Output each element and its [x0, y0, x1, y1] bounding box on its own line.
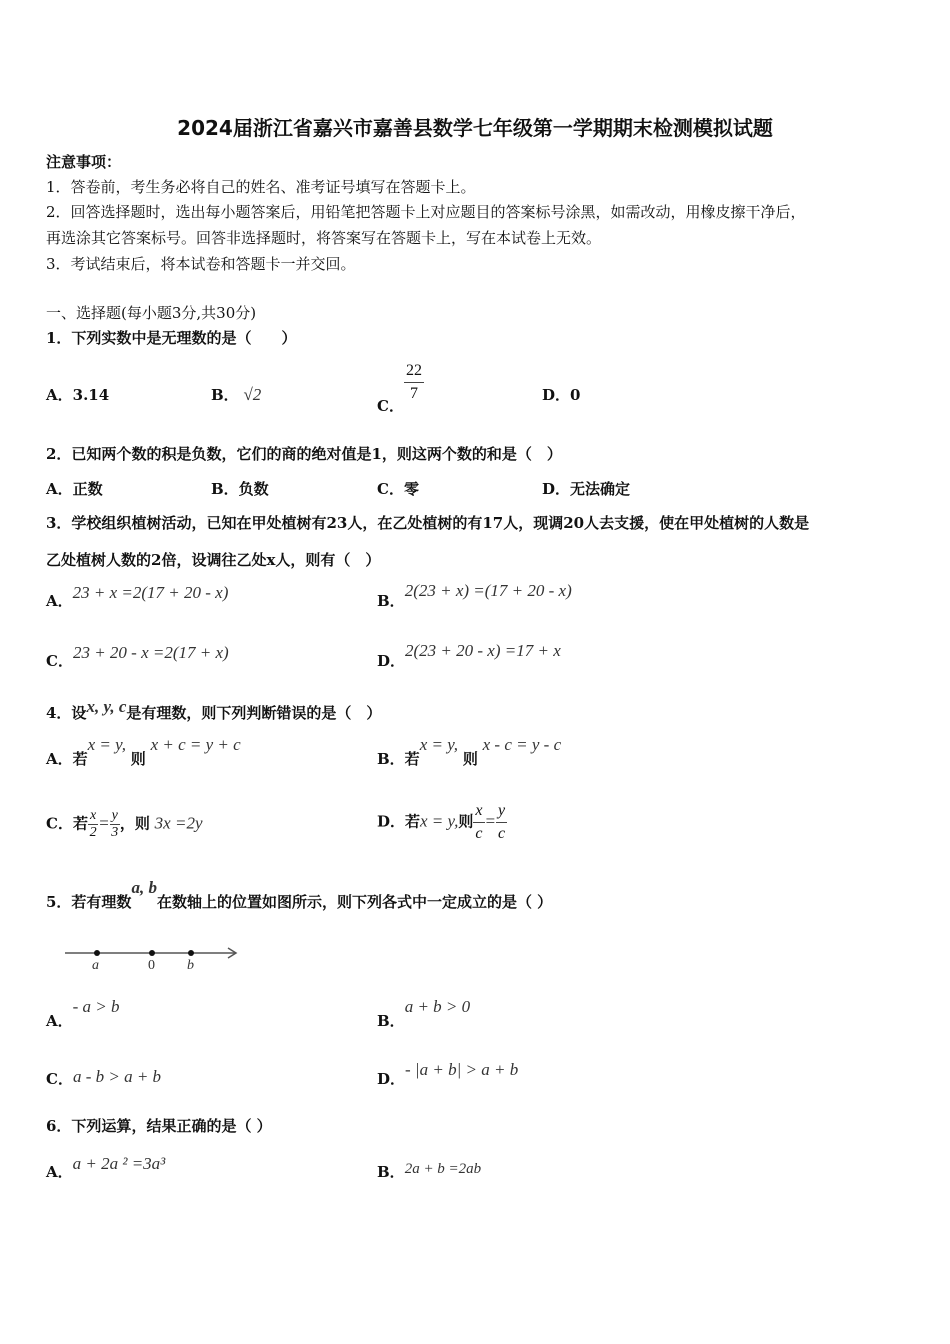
note-item: 1．答卷前，考生务必将自己的姓名、准考证号填写在答题卡上。	[46, 178, 476, 196]
option-value: 2(23 + x) =(17 + 20 - x)	[404, 581, 572, 600]
q3-option-c[interactable]	[46, 643, 229, 671]
option-value: 2(23 + 20 - x) =17 + x	[405, 641, 561, 660]
question-3-stem: 3．学校组织植树活动，已知在甲处植树有23人，在乙处植树的有17人，现调20人去支援，使在甲处植树的人数是	[46, 514, 810, 532]
q3-option-d[interactable]	[377, 641, 561, 671]
point-zero	[149, 950, 155, 956]
note-item: 3．考试结束后，将本试卷和答题卡一并交回。	[46, 255, 356, 273]
q6-option-a[interactable]: A．a + 2a ² =3a³	[46, 1154, 166, 1181]
point-a	[94, 950, 100, 956]
option-label: B．	[377, 592, 405, 610]
question-3-stem-cont: 乙处植树人数的2倍，设调往乙处x人，则有（ ）	[46, 551, 381, 569]
q2-option-a[interactable]: A．正数	[46, 480, 103, 498]
option-label: C．	[46, 652, 73, 670]
option-label: D．	[377, 652, 406, 670]
q1-option-a[interactable]	[46, 384, 109, 405]
q2-option-c[interactable]: C．零	[377, 480, 419, 498]
question-4-stem: 4．设x, y, c是有理数，则下列判断错误的是（ ）	[46, 697, 382, 722]
option-label: B．	[211, 386, 239, 404]
note-item: 2．回答选择题时，选出每小题答案后，用铅笔把答题卡上对应题目的答案标号涂黑，如需改动，用橡皮擦干净后，	[46, 203, 806, 221]
option-value: 23 + 20 - x =2(17 + x)	[72, 643, 229, 662]
q5-option-d[interactable]: D．- |a + b| > a + b	[377, 1060, 519, 1088]
page-title: 2024届浙江省嘉兴市嘉善县数学七年级第一学期期末检测模拟试题	[177, 116, 773, 140]
note-item: 再选涂其它答案标号。回答非选择题时，将答案写在答题卡上，写在本试卷上无效。	[46, 229, 602, 247]
option-value: 0	[570, 386, 581, 404]
q2-option-b[interactable]: B．负数	[211, 480, 269, 498]
axis-label-zero: 0	[148, 958, 155, 973]
axis-label-b: b	[187, 958, 194, 973]
q5-option-b[interactable]: B．a + b > 0	[377, 997, 471, 1030]
axis-label-a: a	[92, 958, 99, 973]
notes-heading: 注意事项：	[46, 153, 122, 171]
q1-option-d[interactable]	[542, 384, 580, 405]
option-value: 3.14	[72, 386, 110, 404]
option-label: A．	[46, 592, 73, 610]
question-5-stem: 5．若有理数a, b在数轴上的位置如图所示，则下列各式中一定成立的是（ ）	[46, 878, 553, 911]
q4-option-a[interactable]: A．若x = y, 则 x + c = y + c	[46, 735, 241, 768]
q3-option-b[interactable]	[377, 581, 572, 611]
question-2-stem: 2．已知两个数的积是负数，它们的商的绝对值是1，则这两个数的和是（ ）	[46, 445, 562, 463]
q1-option-b[interactable]	[211, 384, 261, 405]
question-6-stem: 6．下列运算，结果正确的是（ ）	[46, 1117, 272, 1135]
point-b	[188, 950, 194, 956]
option-label: D．	[542, 386, 571, 404]
option-value: √2	[243, 385, 262, 404]
q1-option-c[interactable]	[377, 360, 424, 415]
q6-option-b[interactable]: B．2a + b =2ab	[377, 1161, 482, 1181]
q3-option-a[interactable]	[46, 583, 229, 611]
option-label: A．	[46, 386, 73, 404]
option-label: C．	[377, 396, 404, 415]
option-value: 23 + x =2(17 + 20 - x)	[72, 583, 229, 602]
fraction: $\frac{22}{7}$	[405, 362, 422, 402]
q4-option-c[interactable]: C．若 $\frac{x}{2}$ = $\frac{y}{3}$ ，则 3x =2y	[46, 808, 203, 840]
q2-option-d[interactable]: D．无法确定	[542, 480, 631, 498]
q5-option-c[interactable]: C．a - b > a + b	[46, 1067, 162, 1088]
q5-option-a[interactable]: A．- a > b	[46, 997, 120, 1030]
q4-option-d[interactable]: D．若x = y,则 $\frac{x}{c}$ = $\frac{y}{c}$	[377, 802, 506, 842]
section-heading: 一、选择题(每小题3分,共30分)	[46, 304, 257, 322]
question-1-stem: 1．下列实数中是无理数的是（ ）	[46, 329, 297, 347]
q4-option-b[interactable]: B．若x = y, 则 x - c = y - c	[377, 735, 562, 768]
